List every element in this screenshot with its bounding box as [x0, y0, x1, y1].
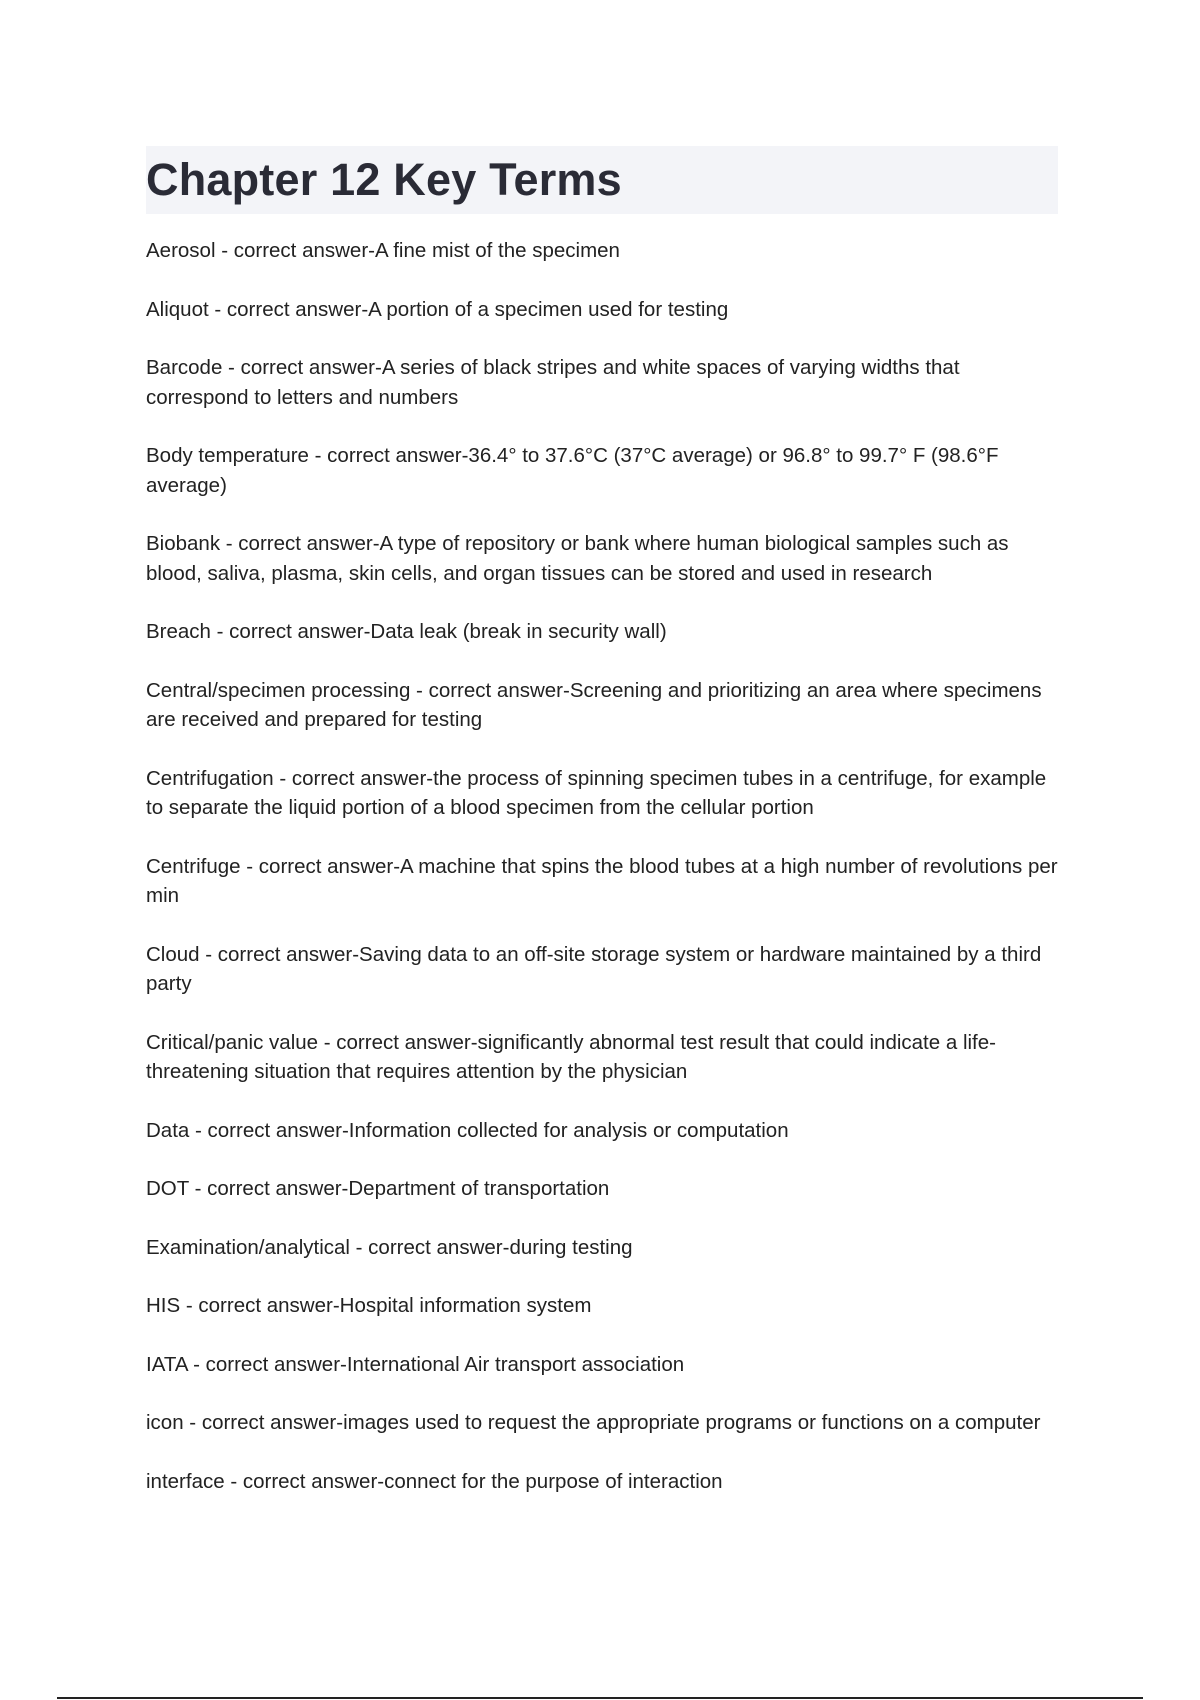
term-entry: Critical/panic value - correct answer-significantly abnormal test result that could indicate a life-threatening situation that requires attention by the physician [146, 1030, 996, 1083]
term-entry: Central/specimen processing - correct answer-Screening and prioritizing an area where specimens are received and prepared for testing [146, 678, 1042, 731]
term-entry: Cloud - correct answer-Saving data to an off-site storage system or hardware maintained by a third party [146, 942, 1042, 995]
term-entry: Aliquot - correct answer-A portion of a specimen used for testing [146, 297, 729, 321]
term-entry: HIS - correct answer-Hospital information system [146, 1294, 592, 1317]
key-terms-list [146, 236, 1066, 1525]
term-entry: Data - correct answer-Information collected for analysis or computation [146, 1118, 789, 1142]
footer-divider [57, 1697, 1143, 1699]
term-entry: Centrifugation - correct answer-the process of spinning specimen tubes in a centrifuge, for example to separate the liquid portion of a blood specimen from the cellular portion [146, 766, 1047, 819]
term-entry: DOT - correct answer-Department of transportation [146, 1177, 610, 1200]
term-entry: Body temperature - correct answer-36.4° to 37.6°C (37°C average) or 96.8° to 99.7° F (98.6°F average) [146, 444, 999, 497]
term-entry: Biobank - correct answer-A type of repository or bank where human biological samples such as blood, saliva, plasma, skin cells, and organ tissues can be stored and used in research [146, 532, 1009, 585]
term-entry: interface - correct answer-connect for the purpose of interaction [146, 1469, 723, 1493]
term-entry: Aerosol - correct answer-A fine mist of the specimen [146, 239, 620, 262]
term-entry: Examination/analytical - correct answer-during testing [146, 1235, 633, 1259]
term-entry: Breach - correct answer-Data leak (break in security wall) [146, 620, 667, 643]
page-title: Chapter 12 Key Terms [146, 154, 622, 205]
term-entry: IATA - correct answer-International Air transport association [146, 1352, 685, 1376]
term-entry: Centrifuge - correct answer-A machine that spins the blood tubes at a high number of revolutions per min [146, 854, 1058, 907]
term-entry: Barcode - correct answer-A series of black stripes and white spaces of varying widths that correspond to letters and numbers [146, 356, 960, 409]
term-entry: icon - correct answer-images used to request the appropriate programs or functions on a computer [146, 1411, 1041, 1434]
title-banner [146, 146, 1058, 214]
